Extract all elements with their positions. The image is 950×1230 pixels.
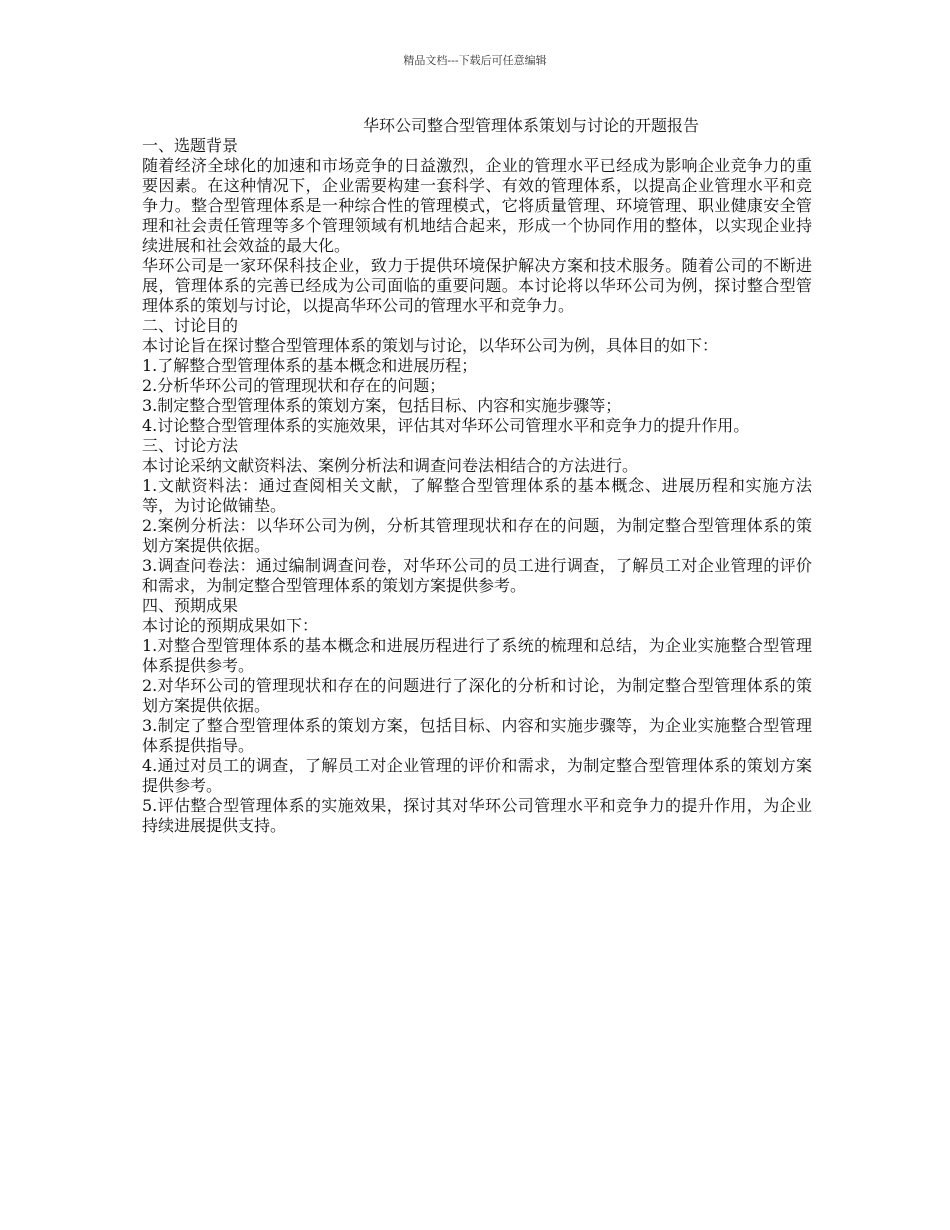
paragraph-background-2: 华环公司是一家环保科技企业，致力于提供环境保护解决方案和技术服务。随着公司的不断进展，管理体系的完善已经成为公司面临的重要问题。本讨论将以华环公司为例，探讨整合型管理体系的策划与讨论，以提高华环公司的管理水平和竞争力。 bbox=[142, 256, 812, 315]
section-heading-purpose: 二、讨论目的 bbox=[142, 316, 239, 335]
outcome-item-4: 4.通过对员工的调查，了解员工对企业管理的评价和需求，为制定整合型管理体系的策划方案提供参考。 bbox=[142, 756, 812, 795]
section-heading-background: 一、选题背景 bbox=[142, 136, 239, 155]
method-item-1: 1.文献资料法：通过查阅相关文献，了解整合型管理体系的基本概念、进展历程和实施方法等，为讨论做铺垫。 bbox=[142, 476, 812, 515]
outcome-item-5: 5.评估整合型管理体系的实施效果，探讨其对华环公司管理水平和竞争力的提升作用，为企业持续进展提供支持。 bbox=[142, 796, 812, 835]
purpose-item-2: 2.分析华环公司的管理现状和存在的问题； bbox=[142, 376, 446, 395]
page-header-watermark: 精品文档---下载后可任意编辑 bbox=[403, 54, 547, 67]
section-heading-outcomes: 四、预期成果 bbox=[142, 596, 239, 615]
paragraph-methods-intro: 本讨论采纳文献资料法、案例分析法和调查问卷法相结合的方法进行。 bbox=[142, 456, 639, 475]
method-item-3: 3.调查问卷法：通过编制调查问卷，对华环公司的员工进行调查，了解员工对企业管理的评价和需求，为制定整合型管理体系的策划方案提供参考。 bbox=[142, 556, 812, 595]
document-title: 华环公司整合型管理体系策划与讨论的开题报告 bbox=[363, 116, 700, 135]
paragraph-outcomes-intro: 本讨论的预期成果如下： bbox=[142, 616, 319, 635]
purpose-item-4: 4.讨论整合型管理体系的实施效果，评估其对华环公司管理水平和竞争力的提升作用。 bbox=[142, 416, 750, 435]
outcome-item-3: 3.制定了整合型管理体系的策划方案，包括目标、内容和实施步骤等，为企业实施整合型管理体系提供指导。 bbox=[142, 716, 812, 755]
method-item-2: 2.案例分析法：以华环公司为例，分析其管理现状和存在的问题，为制定整合型管理体系的策划方案提供依据。 bbox=[142, 516, 812, 555]
purpose-item-3: 3.制定整合型管理体系的策划方案，包括目标、内容和实施步骤等； bbox=[142, 396, 622, 415]
section-heading-methods: 三、讨论方法 bbox=[142, 436, 239, 455]
paragraph-purpose-intro: 本讨论旨在探讨整合型管理体系的策划与讨论，以华环公司为例，具体目的如下： bbox=[142, 336, 719, 355]
outcome-item-1: 1.对整合型管理体系的基本概念和进展历程进行了系统的梳理和总结，为企业实施整合型管理体系提供参考。 bbox=[142, 636, 812, 675]
purpose-item-1: 1.了解整合型管理体系的基本概念和进展历程； bbox=[142, 356, 478, 375]
paragraph-background-1: 随着经济全球化的加速和市场竞争的日益激烈，企业的管理水平已经成为影响企业竞争力的重要因素。在这种情况下，企业需要构建一套科学、有效的管理体系，以提高企业管理水平和竞争力。整合型管理体系是一种综合性的管理模式，它将质量管理、环境管理、职业健康安全管理和社会责任管理等多个管理领域有机地结合起来，形成一个协同作用的整体，以实现企业持续进展和社会效益的最大化。 bbox=[142, 156, 812, 255]
document-body bbox=[142, 136, 812, 836]
outcome-item-2: 2.对华环公司的管理现状和存在的问题进行了深化的分析和讨论，为制定整合型管理体系的策划方案提供依据。 bbox=[142, 676, 812, 715]
